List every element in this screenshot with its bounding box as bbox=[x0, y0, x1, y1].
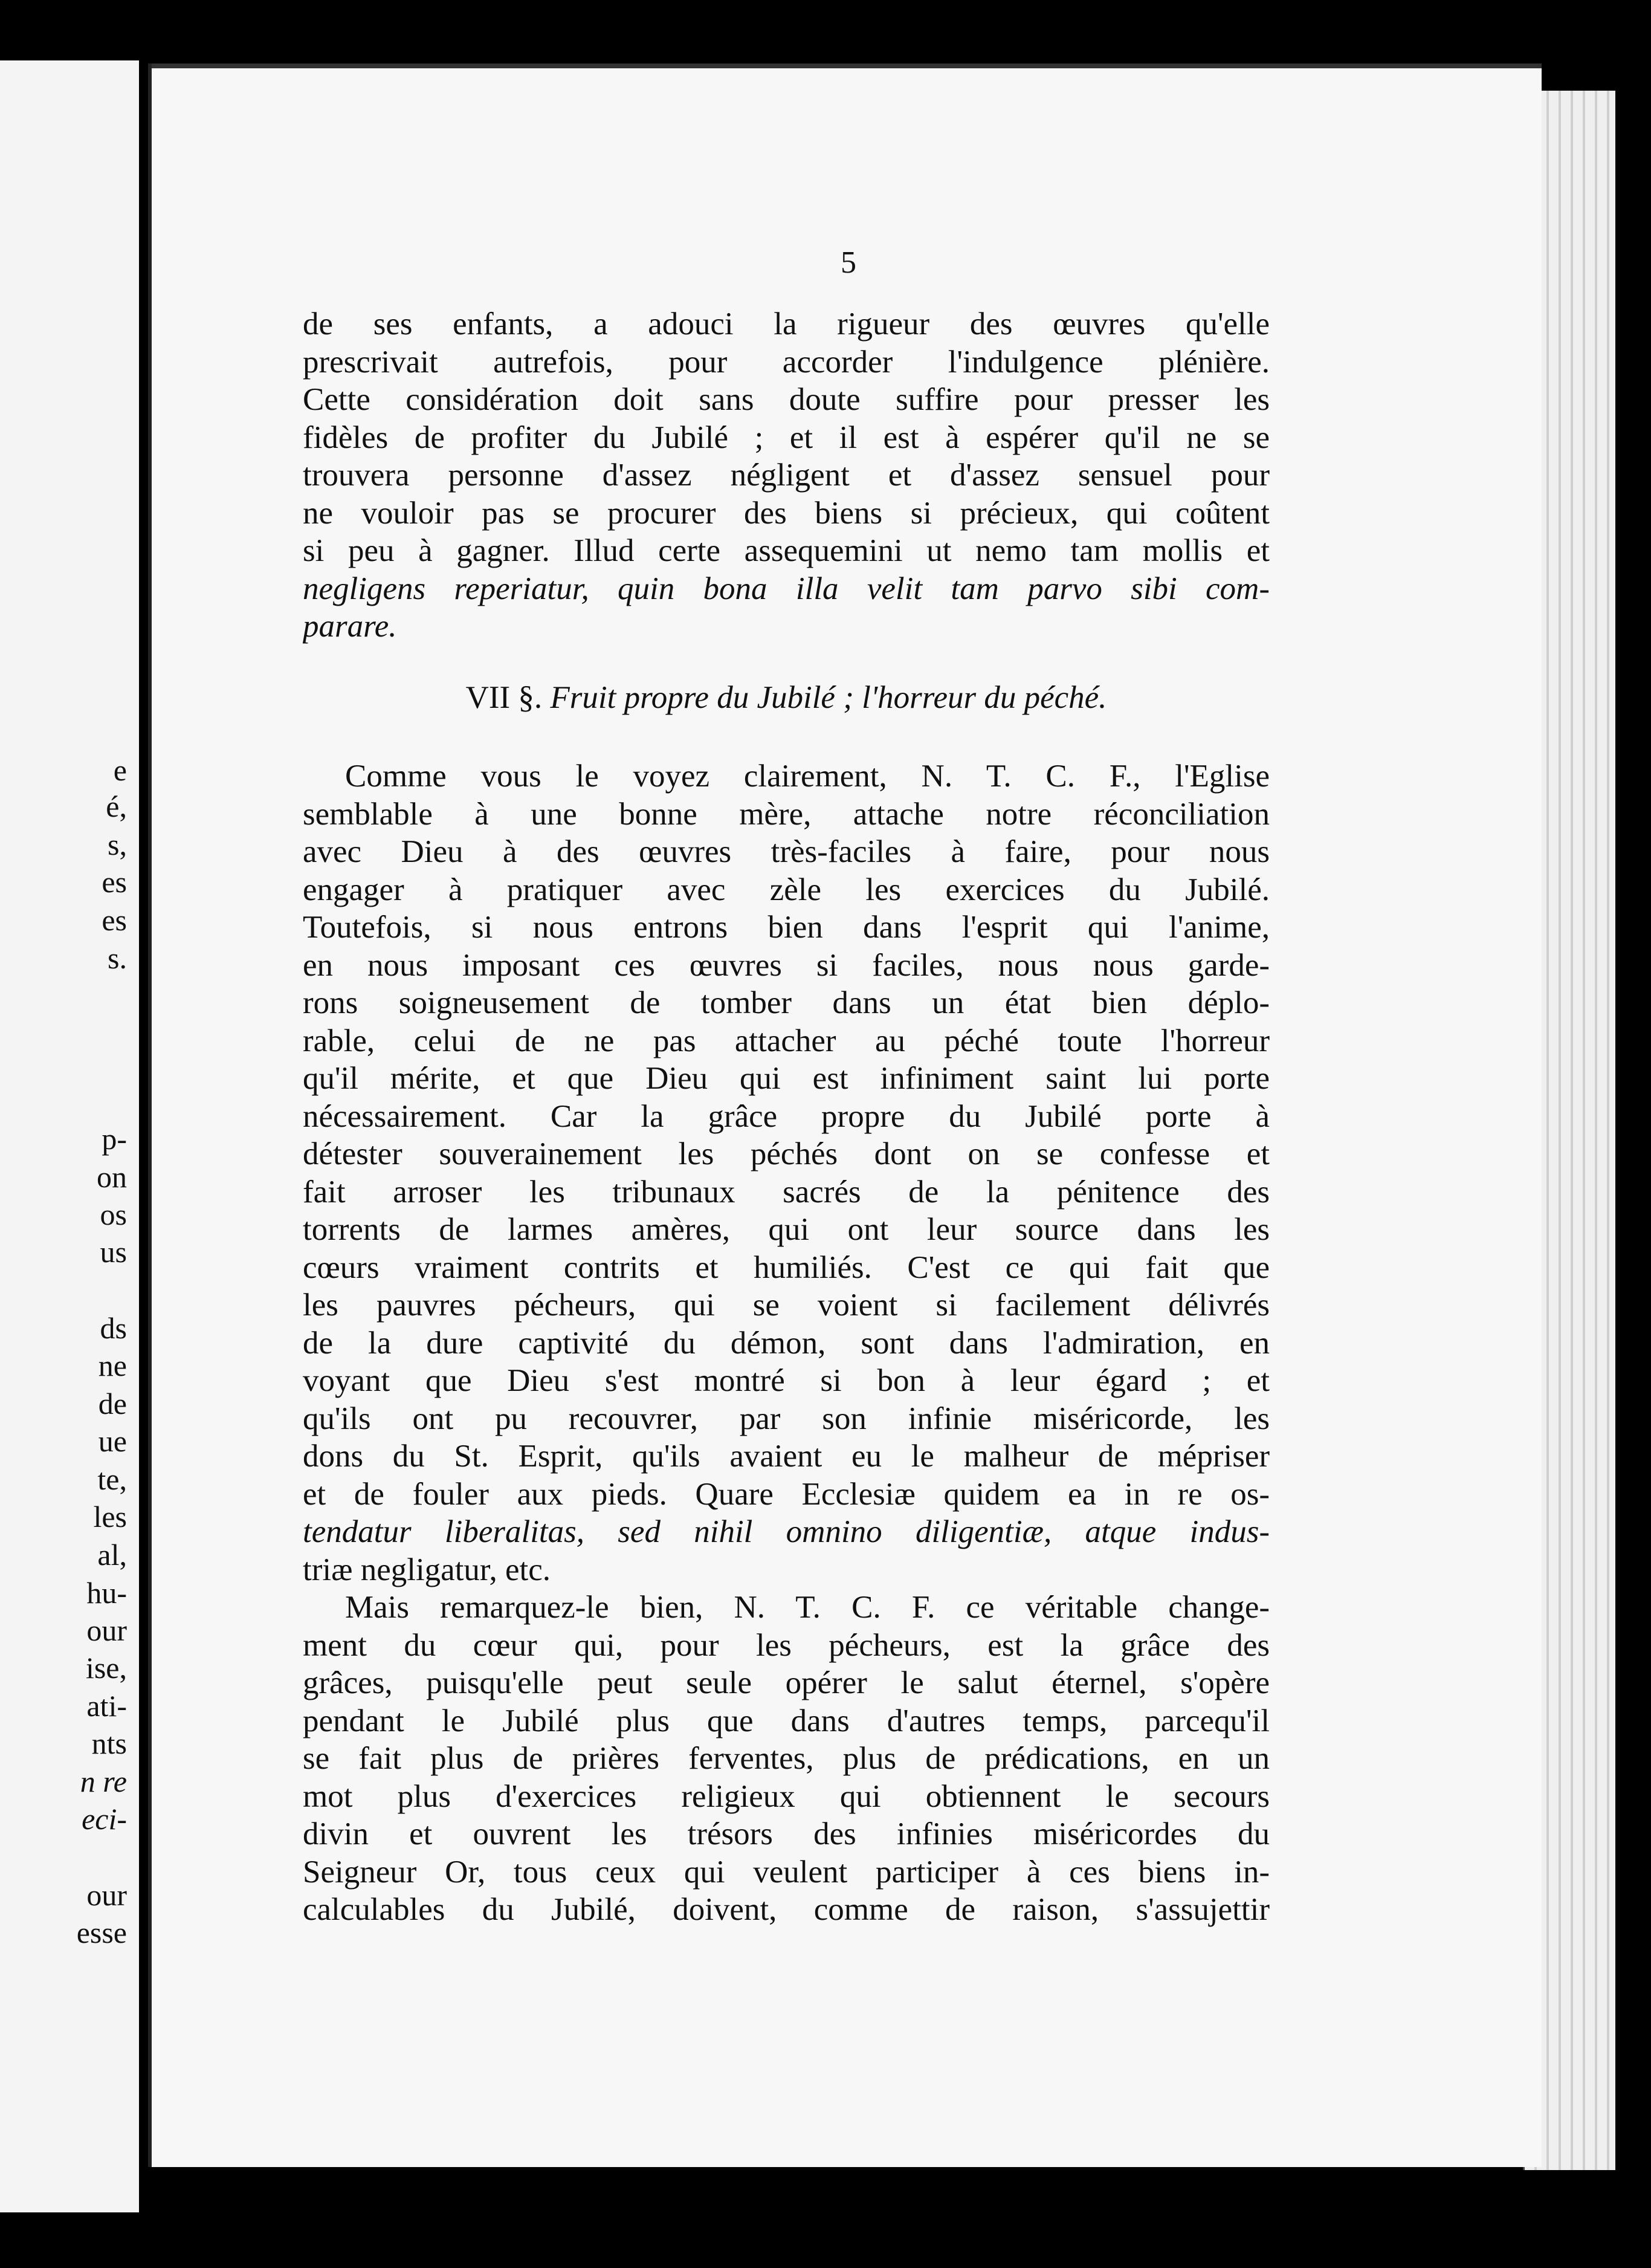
text-line: mot plus d'exercices religieux qui obtiennent le secours bbox=[303, 1778, 1270, 1814]
margin-fragment: é, bbox=[106, 789, 127, 823]
margin-fragment: s, bbox=[108, 828, 127, 861]
margin-fragment: ati- bbox=[86, 1689, 127, 1723]
text-line: torrents de larmes amères, qui ont leur source dans les bbox=[303, 1212, 1270, 1247]
text-line: se fait plus de prières ferventes, plus de prédications, en un bbox=[303, 1741, 1270, 1776]
text-line: pendant le Jubilé plus que dans d'autres temps, parcequ'il bbox=[303, 1703, 1270, 1738]
text-line: trouvera personne d'assez négligent et d'assez sensuel pour bbox=[303, 458, 1270, 493]
margin-fragment: e bbox=[113, 753, 127, 787]
margin-fragment: nts bbox=[91, 1726, 127, 1760]
margin-fragment: ise, bbox=[85, 1651, 127, 1685]
margin-fragment: ue bbox=[98, 1424, 127, 1458]
margin-fragment: n re bbox=[80, 1764, 127, 1798]
margin-fragment: de bbox=[98, 1387, 127, 1421]
text-line: rable, celui de ne pas attacher au péché toute l'horreur bbox=[303, 1023, 1270, 1058]
text-line: Mais remarquez-le bien, N. T. C. F. ce véritable change- bbox=[345, 1590, 1270, 1625]
margin-fragment: te, bbox=[97, 1462, 127, 1496]
text-line: nécessairement. Car la grâce propre du Jubilé porte à bbox=[303, 1098, 1270, 1134]
text-line: prescrivait autrefois, pour accorder l'indulgence plénière. bbox=[303, 344, 1270, 380]
text-line: de la dure captivité du démon, sont dans l'admiration, en bbox=[303, 1325, 1270, 1361]
margin-fragment: ne bbox=[98, 1349, 127, 1382]
text-line: Seigneur Or, tous ceux qui veulent participer à ces biens in- bbox=[303, 1854, 1270, 1890]
margin-fragment: our bbox=[86, 1878, 127, 1912]
page-text bbox=[303, 305, 1270, 1929]
text-line: fidèles de profiter du Jubilé ; et il est à espérer qu'il ne se bbox=[303, 420, 1270, 455]
margin-fragment: p- bbox=[102, 1122, 127, 1156]
margin-fragment: es bbox=[102, 865, 127, 899]
text-line: voyant que Dieu s'est montré si bon à leur égard ; et bbox=[303, 1363, 1270, 1398]
text-line: Cette considération doit sans doute suffire pour presser les bbox=[303, 382, 1270, 417]
text-line: rons soigneusement de tomber dans un état bien déplo- bbox=[303, 985, 1270, 1020]
text-line: en nous imposant ces œuvres si faciles, nous nous garde- bbox=[303, 947, 1270, 983]
text-line: parare. bbox=[303, 609, 397, 644]
margin-fragment: al, bbox=[97, 1538, 127, 1572]
text-line: Toutefois, si nous entrons bien dans l'esprit qui l'anime, bbox=[303, 910, 1270, 945]
text-line: divin et ouvrent les trésors des infinies miséricordes du bbox=[303, 1816, 1270, 1852]
text-line: ment du cœur qui, pour les pécheurs, est la grâce des bbox=[303, 1627, 1270, 1663]
paragraph-3 bbox=[303, 1589, 1270, 1929]
text-line: dons du St. Esprit, qu'ils avaient eu le malheur de mépriser bbox=[303, 1439, 1270, 1474]
text-line: avec Dieu à des œuvres très-faciles à faire, pour nous bbox=[303, 834, 1270, 869]
margin-fragment: esse bbox=[76, 1916, 127, 1949]
margin-fragment: s. bbox=[108, 941, 127, 975]
text-line: triæ negligatur, etc. bbox=[303, 1552, 551, 1587]
margin-fragment: ds bbox=[100, 1311, 127, 1345]
paragraph-2 bbox=[303, 757, 1270, 1589]
margin-fragment: hu- bbox=[86, 1576, 127, 1610]
text-line: semblable à une bonne mère, attache notre réconciliation bbox=[303, 796, 1270, 832]
text-line: cœurs vraiment contrits et humiliés. C'est ce qui fait que bbox=[303, 1249, 1270, 1285]
margin-fragment: eci- bbox=[82, 1802, 127, 1836]
text-line: fait arroser les tribunaux sacrés de la pénitence des bbox=[303, 1174, 1270, 1210]
book-page bbox=[148, 63, 1542, 2167]
section-number: VII §. bbox=[465, 679, 543, 715]
paragraph-1 bbox=[303, 305, 1270, 646]
text-line: qu'il mérite, et que Dieu qui est infiniment saint lui porte bbox=[303, 1061, 1270, 1096]
text-line: de ses enfants, a adouci la rigueur des œuvres qu'elle bbox=[303, 306, 1270, 342]
section-heading bbox=[303, 679, 1270, 717]
text-line: engager à pratiquer avec zèle les exercices du Jubilé. bbox=[303, 872, 1270, 907]
margin-fragment: os bbox=[100, 1197, 127, 1231]
text-line: Comme vous le voyez clairement, N. T. C. F., l'Eglise bbox=[345, 759, 1270, 794]
left-facing-page bbox=[0, 60, 139, 2212]
text-line: et de fouler aux pieds. Quare Ecclesiæ quidem ea in re os- bbox=[303, 1476, 1270, 1512]
text-line: ne vouloir pas se procurer des biens si précieux, qui coûtent bbox=[303, 495, 1270, 531]
text-line: tendatur liberalitas, sed nihil omnino diligentiæ, atque indus- bbox=[303, 1514, 1270, 1549]
section-title: Fruit propre du Jubilé ; l'horreur du péché. bbox=[550, 679, 1107, 715]
margin-fragment: our bbox=[86, 1613, 127, 1647]
text-line: qu'ils ont pu recouvrer, par son infinie miséricorde, les bbox=[303, 1401, 1270, 1436]
text-line: negligens reperiatur, quin bona illa velit tam parvo sibi com- bbox=[303, 571, 1270, 606]
text-line: calculables du Jubilé, doivent, comme de raison, s'assujettir bbox=[303, 1892, 1270, 1927]
text-line: détester souverainement les péchés dont on se confesse et bbox=[303, 1136, 1270, 1171]
margin-fragment: on bbox=[97, 1160, 127, 1194]
margin-fragment: us bbox=[100, 1235, 127, 1269]
page-number: 5 bbox=[841, 245, 856, 280]
text-line: les pauvres pécheurs, qui se voient si facilement délivrés bbox=[303, 1288, 1270, 1323]
text-line: grâces, puisqu'elle peut seule opérer le salut éternel, s'opère bbox=[303, 1665, 1270, 1700]
text-line: si peu à gagner. Illud certe assequemini ut nemo tam mollis et bbox=[303, 533, 1270, 568]
margin-fragment: es bbox=[102, 903, 127, 937]
margin-fragment: les bbox=[93, 1500, 127, 1534]
